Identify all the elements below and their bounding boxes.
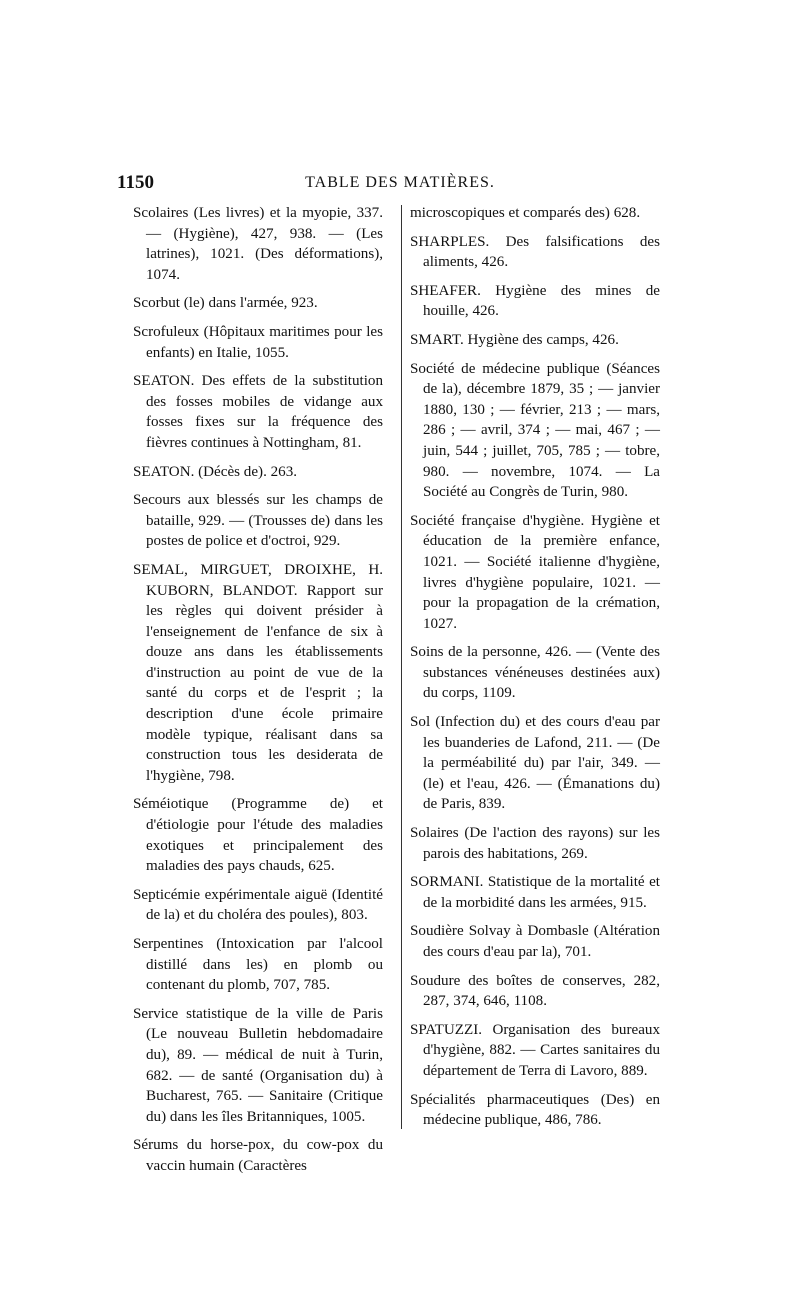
index-entry: Sol (Infection du) et des cours d'eau par les buanderies de Lafond, 211. — (De la perméabilité du) par l'air, 349. — (le) et l'eau, 426. — (Émanations du) de Paris, 839. xyxy=(410,714,660,813)
index-entry: SEMAL, MIRGUET, DROIXHE, H. KUBORN, BLANDOT. Rapport sur les règles qui doivent présider à l'enseignement de l'enfance de six à douze ans dans les établissements d'instruction au point de vue de la santé du corps et de l'esprit ; la description d'une école primaire modèle typique, réalisant dans sa construction tous les desiderata de l'hygiène, 798. xyxy=(133,561,383,784)
index-entry: Soins de la personne, 426. — (Vente des substances vénéneuses destinées aux) du corps, 1109. xyxy=(410,644,660,702)
index-entry: Société française d'hygiène. Hygiène et éducation de la première enfance, 1021. — Société italienne d'hygiène, livres d'hygiène populaire, 1021. — pour la propagation de la crémation, 1027. xyxy=(410,512,660,632)
index-entry: Société de médecine publique (Séances de la), décembre 1879, 35 ; — janvier 1880, 130 ; — février, 213 ; — mars, 286 ; — avril, 374 ; — mai, 467 ; — juin, 544 ; juillet, 705, 785 ; — tobre, 980. — novembre, 1074. — La Société au Congrès de Turin, 980. xyxy=(410,360,660,501)
index-entry: Solaires (De l'action des rayons) sur les parois des habitations, 269. xyxy=(410,825,660,862)
index-entry: SHARPLES. Des falsifications des aliments, 426. xyxy=(410,233,660,271)
running-head: TABLE DES MATIÈRES. xyxy=(305,174,495,191)
index-entry: Scrofuleux (Hôpitaux maritimes pour les enfants) en Italie, 1055. xyxy=(133,323,383,361)
index-entry: SPATUZZI. Organisation des bureaux d'hygiène, 882. — Cartes sanitaires du département de Terra di Lavoro, 889. xyxy=(410,1021,660,1079)
index-entry: Spécialités pharmaceutiques (Des) en médecine publique, 486, 786. xyxy=(410,1091,660,1129)
index-entry: SEATON. Des effets de la substitution des fosses mobiles de vidange aux fosses fixes sur la fréquence des fièvres continues à Nottingham, 81. xyxy=(133,373,383,451)
index-entry: SMART. Hygiène des camps, 426. xyxy=(410,331,619,348)
column-divider xyxy=(401,205,402,1129)
index-entry: Secours aux blessés sur les champs de bataille, 929. — (Trousses de) dans les postes de police et d'octroi, 929. xyxy=(133,492,383,550)
index-entry: microscopiques et comparés des) 628. xyxy=(410,205,641,221)
index-entry: SHEAFER. Hygiène des mines de houille, 426. xyxy=(410,282,660,320)
index-entry: Sérums du horse-pox, du cow-pox du vaccin humain (Caractères xyxy=(133,1137,383,1174)
index-entry: Service statistique de la ville de Paris (Le nouveau Bulletin hebdomadaire du), 89. — médical de nuit à Turin, 682. — de santé (Organisation du) à Bucharest, 765. — Sanitaire (Critique du) dans les îles Britanniques, 1005. xyxy=(133,1005,383,1125)
index-entry: Soudure des boîtes de conserves, 282, 287, 374, 646, 1108. xyxy=(410,972,660,1010)
index-entry: SEATON. (Décès de). 263. xyxy=(133,463,298,480)
left-column xyxy=(133,203,383,1185)
right-column xyxy=(410,203,660,1139)
index-entry: Serpentines (Intoxication par l'alcool distillé dans les) en plomb ou contenant du plomb, 707, 785. xyxy=(133,936,383,994)
index-entry: Séméiotique (Programme de) et d'étiologie pour l'étude des maladies exotiques et principalement des maladies des pays chauds, 625. xyxy=(133,796,383,875)
index-entry: Scorbut (le) dans l'armée, 923. xyxy=(133,295,318,312)
index-entry: Soudière Solvay à Dombasle (Altération des cours d'eau par la), 701. xyxy=(410,923,660,960)
index-entry: Septicémie expérimentale aiguë (Identité de la) et du choléra des poules), 803. xyxy=(133,886,383,924)
index-entry: SORMANI. Statistique de la mortalité et de la morbidité dans les armées, 915. xyxy=(410,874,660,911)
index-entry: Scolaires (Les livres) et la myopie, 337. — (Hygiène), 427, 938. — (Les latrines), 1021. (Des déformations), 1074. xyxy=(133,205,383,283)
page-number: 1150 xyxy=(117,172,154,193)
